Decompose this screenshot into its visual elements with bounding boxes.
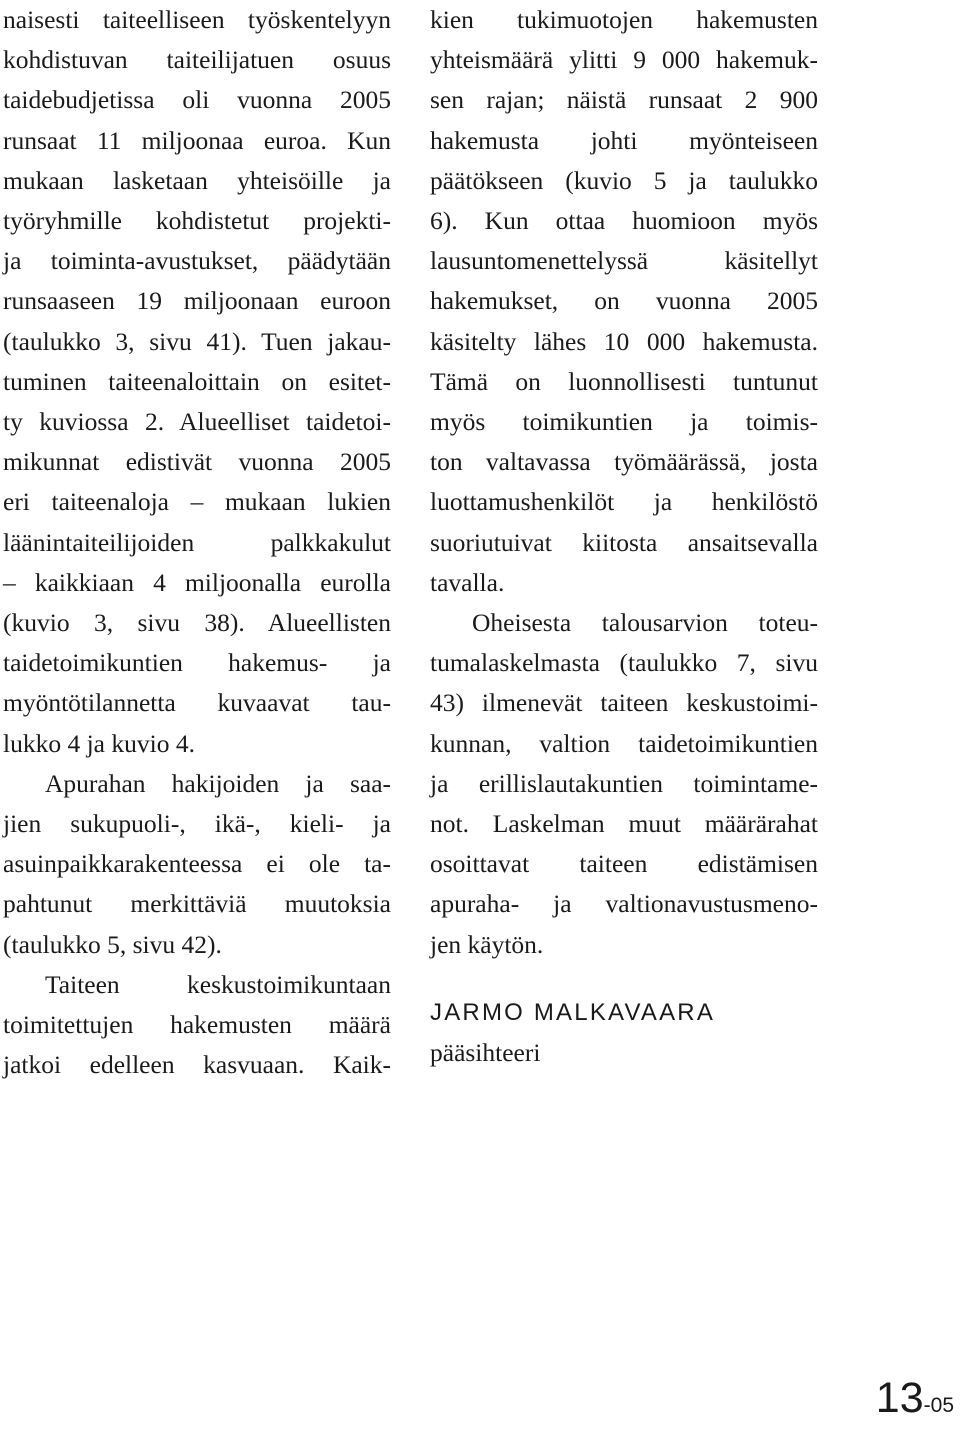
body-paragraph xyxy=(430,0,818,603)
text-line: eri taiteenaloja – mukaan lukien xyxy=(3,487,391,517)
text-line: apuraha- ja valtionavustusmeno- xyxy=(430,889,818,919)
text-line: – kaikkiaan 4 miljoonalla eurolla xyxy=(3,567,391,597)
text-line: (taulukko 3, sivu 41). Tuen jakau- xyxy=(3,326,391,356)
text-line: pahtunut merkittäviä muutoksia xyxy=(3,889,391,919)
text-line: tavalla. xyxy=(430,567,505,597)
right-text-column xyxy=(430,0,818,1073)
text-line: asuinpaikkarakenteessa ei ole ta- xyxy=(3,849,391,879)
text-line: jen käytön. xyxy=(430,929,544,959)
text-line: päätökseen (kuvio 5 ja taulukko xyxy=(430,165,818,195)
body-paragraph xyxy=(3,764,391,965)
text-line: toimitettujen hakemusten määrä xyxy=(3,1010,391,1040)
text-line: ty kuviossa 2. Alueelliset taidetoi- xyxy=(3,407,391,437)
text-line: (taulukko 5, sivu 42). xyxy=(3,929,222,959)
text-line: hakemukset, on vuonna 2005 xyxy=(430,286,818,316)
text-line: suoriutuivat kiitosta ansaitsevalla xyxy=(430,527,818,557)
text-line: jatkoi edelleen kasvuaan. Kaik- xyxy=(3,1050,391,1080)
text-line: lukko 4 ja kuvio 4. xyxy=(3,728,195,758)
text-line: ton valtavassa työmäärässä, josta xyxy=(430,447,818,477)
page-number-suffix: -05 xyxy=(923,1394,954,1417)
signature-block xyxy=(430,993,818,1073)
text-line: 6). Kun ottaa huomioon myös xyxy=(430,206,818,236)
text-line: runsaaseen 19 miljoonaan euroon xyxy=(3,286,391,316)
text-line: not. Laskelman muut määrärahat xyxy=(430,809,818,839)
text-line: myös toimikuntien ja toimis- xyxy=(430,407,818,437)
text-line: hakemusta johti myönteiseen xyxy=(430,125,818,155)
author-title: pääsihteeri xyxy=(430,1037,541,1067)
body-paragraph xyxy=(3,965,391,1086)
text-line: ja erillislautakuntien toimintame- xyxy=(430,768,818,798)
text-line: naisesti taiteelliseen työskentelyyn xyxy=(3,5,391,34)
text-line: ja toiminta-avustukset, päädytään xyxy=(3,246,391,276)
text-line: taidetoimikuntien hakemus- ja xyxy=(3,648,391,678)
text-line: käsitelty lähes 10 000 hakemusta. xyxy=(430,326,818,356)
text-line: läänintaiteilijoiden palkkakulut xyxy=(3,527,391,557)
text-line: kunnan, valtion taidetoimikuntien xyxy=(430,728,818,758)
text-line: luottamushenkilöt ja henkilöstö xyxy=(430,487,818,517)
text-line: runsaat 11 miljoonaa euroa. Kun xyxy=(3,125,391,155)
text-line: tumalaskelmasta (taulukko 7, sivu xyxy=(430,648,818,678)
text-line: Tämä on luonnollisesti tuntunut xyxy=(430,366,818,396)
text-line: jien sukupuoli-, ikä-, kieli- ja xyxy=(3,809,391,839)
text-line: osoittavat taiteen edistämisen xyxy=(430,849,818,879)
body-paragraph xyxy=(3,0,391,764)
page-number-main: 13 xyxy=(875,1374,924,1422)
text-line: 43) ilmenevät taiteen keskustoimi- xyxy=(430,688,818,718)
text-line: kien tukimuotojen hakemusten xyxy=(430,5,818,34)
text-line: mikunnat edistivät vuonna 2005 xyxy=(3,447,391,477)
text-line: yhteismäärä ylitti 9 000 hakemuk- xyxy=(430,45,818,75)
text-line: Apurahan hakijoiden ja saa- xyxy=(45,768,391,798)
text-line: lausuntomenettelyssä käsitellyt xyxy=(430,246,818,276)
text-line: (kuvio 3, sivu 38). Alueellisten xyxy=(3,608,391,638)
text-line: sen rajan; näistä runsaat 2 900 xyxy=(430,85,818,115)
text-line: työryhmille kohdistetut projekti- xyxy=(3,206,391,236)
left-text-column xyxy=(3,0,391,1085)
text-line: Oheisesta talousarvion toteu- xyxy=(472,608,818,638)
text-line: myöntötilannetta kuvaavat tau- xyxy=(3,688,391,718)
author-name: JARMO MALKAVAARA xyxy=(430,998,716,1026)
text-line: kohdistuvan taiteilijatuen osuus xyxy=(3,45,391,75)
text-line: Taiteen keskustoimikuntaan xyxy=(45,969,391,999)
body-paragraph xyxy=(430,603,818,965)
page-number xyxy=(876,1372,954,1432)
text-line: tuminen taiteenaloittain on esitet- xyxy=(3,366,391,396)
text-line: taidebudjetissa oli vuonna 2005 xyxy=(3,85,391,115)
text-line: mukaan lasketaan yhteisöille ja xyxy=(3,165,391,195)
